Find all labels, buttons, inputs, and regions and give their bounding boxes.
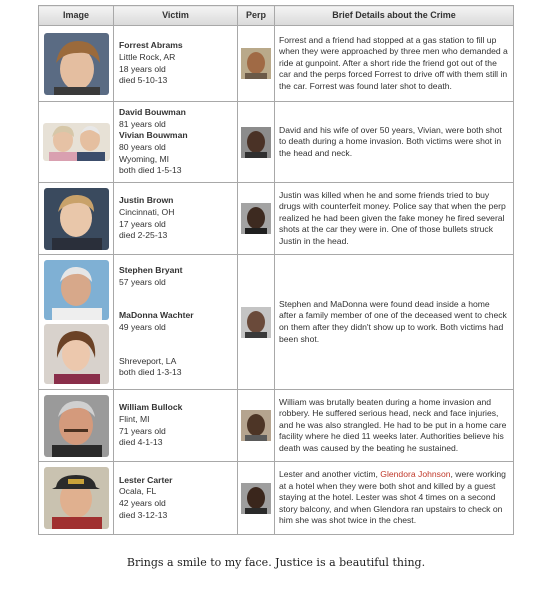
- table-row: [39, 26, 514, 102]
- victim-age: 42 years old: [119, 498, 166, 508]
- victim-age: 18 years old: [119, 63, 166, 74]
- victim-location: Flint, MI: [119, 413, 150, 424]
- victim-photo: [44, 467, 109, 529]
- table-row: [39, 462, 514, 535]
- table-row: [39, 390, 514, 462]
- perp-cell: [238, 255, 275, 390]
- victim-photo: [44, 33, 109, 95]
- victim-name: MaDonna Wachter: [119, 310, 194, 321]
- victim-age: 17 years old: [119, 218, 166, 229]
- victim-photo: [44, 395, 109, 457]
- victim-name: William Bullock: [119, 402, 183, 413]
- victim-name: Justin Brown: [119, 195, 174, 206]
- victim-cell: [114, 255, 238, 390]
- victim-died: died 4-1-13: [119, 437, 163, 448]
- perp-cell: [238, 26, 275, 102]
- victim-age: 57 years old: [119, 276, 166, 287]
- victim-died: both died 1-5-13: [119, 165, 182, 176]
- victim-image-cell: [39, 26, 114, 102]
- victim-location: Ocala, FL: [119, 486, 157, 497]
- perp-cell: [238, 390, 275, 462]
- table-header-row: [39, 6, 514, 26]
- victim-location: Little Rock, AR: [119, 51, 176, 62]
- victim-name: Forrest Abrams: [119, 40, 183, 51]
- victim-cell: [114, 390, 238, 462]
- victim-image-cell: [39, 102, 114, 183]
- victim-photo: [44, 324, 109, 384]
- perp-cell: [238, 462, 275, 535]
- victim-died: died 3-12-13: [119, 509, 168, 520]
- table-row: [39, 102, 514, 183]
- table-row: [39, 255, 514, 390]
- crime-details: Justin was killed when he and some friends tried to buy drugs with counterfeit money. Police say that when the perp realized he had been given the fake money he fired several shots at the car they were in. One of those bullets struck Justin in the head.: [275, 183, 514, 255]
- victim-died: died 5-10-13: [119, 75, 168, 86]
- victim-name: Lester Carter: [119, 474, 173, 485]
- victim-age: 81 years old: [119, 118, 166, 129]
- victim-location: Wyoming, MI: [119, 153, 170, 164]
- victim-photo: [43, 123, 110, 161]
- perp-cell: [238, 183, 275, 255]
- victim-photo: [44, 260, 109, 320]
- victim-name: David Bouwman: [119, 107, 186, 118]
- victim-cell: [114, 462, 238, 535]
- victim-name: Stephen Bryant: [119, 265, 183, 276]
- perp-mugshot: [241, 48, 271, 79]
- details-text: , were working at a hotel when they were both shot and killed by a guest staying at the hotel. Lester was shot 4 times on a second story balcony, and when Glendora ran upstairs to check on him she was shot twice in the chest.: [279, 469, 506, 526]
- caption: Brings a smile to my face. Justice is a beautiful thing.: [126, 556, 426, 569]
- crime-details: [275, 462, 514, 535]
- perp-mugshot: [241, 203, 271, 234]
- header-image: Image: [39, 6, 114, 26]
- crime-details: Stephen and MaDonna were found dead inside a home after a family member of one of the deceased went to check on them after they didn't show up to work. Both victims had been shot.: [275, 255, 514, 390]
- victim-cell: [114, 26, 238, 102]
- perp-cell: [238, 102, 275, 183]
- victim-image-cell: [39, 462, 114, 535]
- victim-name: Vivian Bouwman: [119, 130, 188, 141]
- victim-age: 80 years old: [119, 142, 166, 152]
- victim-photo: [44, 188, 109, 250]
- victim-cell: [114, 183, 238, 255]
- victim-died: both died 1-3-13: [119, 367, 182, 378]
- victim-age: 49 years old: [119, 322, 166, 332]
- victim-died: died 2-25-13: [119, 230, 168, 241]
- header-perp: Perp: [238, 6, 275, 26]
- perp-mugshot: [241, 307, 271, 338]
- details-text: Lester and another victim,: [279, 469, 381, 480]
- victim-age: 71 years old: [119, 425, 166, 436]
- victim-cell: [114, 102, 238, 183]
- table-row: [39, 183, 514, 255]
- crime-table: [38, 5, 514, 535]
- victim-link[interactable]: Glendora Johnson: [380, 469, 451, 480]
- header-details: Brief Details about the Crime: [275, 6, 514, 26]
- victim-image-cell: [39, 183, 114, 255]
- victim-location: Shreveport, LA: [119, 355, 177, 366]
- header-victim: Victim: [114, 6, 238, 26]
- crime-details: David and his wife of over 50 years, Vivian, were both shot to death during a home invasion. Both victims were shot in the head and neck.: [275, 102, 514, 183]
- victim-image-cell: [39, 255, 114, 390]
- victim-image-cell: [39, 390, 114, 462]
- perp-mugshot: [241, 410, 271, 441]
- perp-mugshot: [241, 127, 271, 158]
- crime-details: William was brutally beaten during a home invasion and robbery. He suffered serious head, neck and face injuries, and he was also strangled. He had to be put in a home care facility where he died 11 weeks later. Authorities believe his death was caused by the beating he sustained.: [275, 390, 514, 462]
- perp-mugshot: [241, 483, 271, 514]
- victim-location: Cincinnati, OH: [119, 206, 175, 217]
- crime-details: Forrest and a friend had stopped at a gas station to fill up when they were approached by three men who demanded a ride at gunpoint. After a short ride the friend got out of the car and the perps forced Forrest to drive off with them still in the car. Forrest was found later shot to death.: [275, 26, 514, 102]
